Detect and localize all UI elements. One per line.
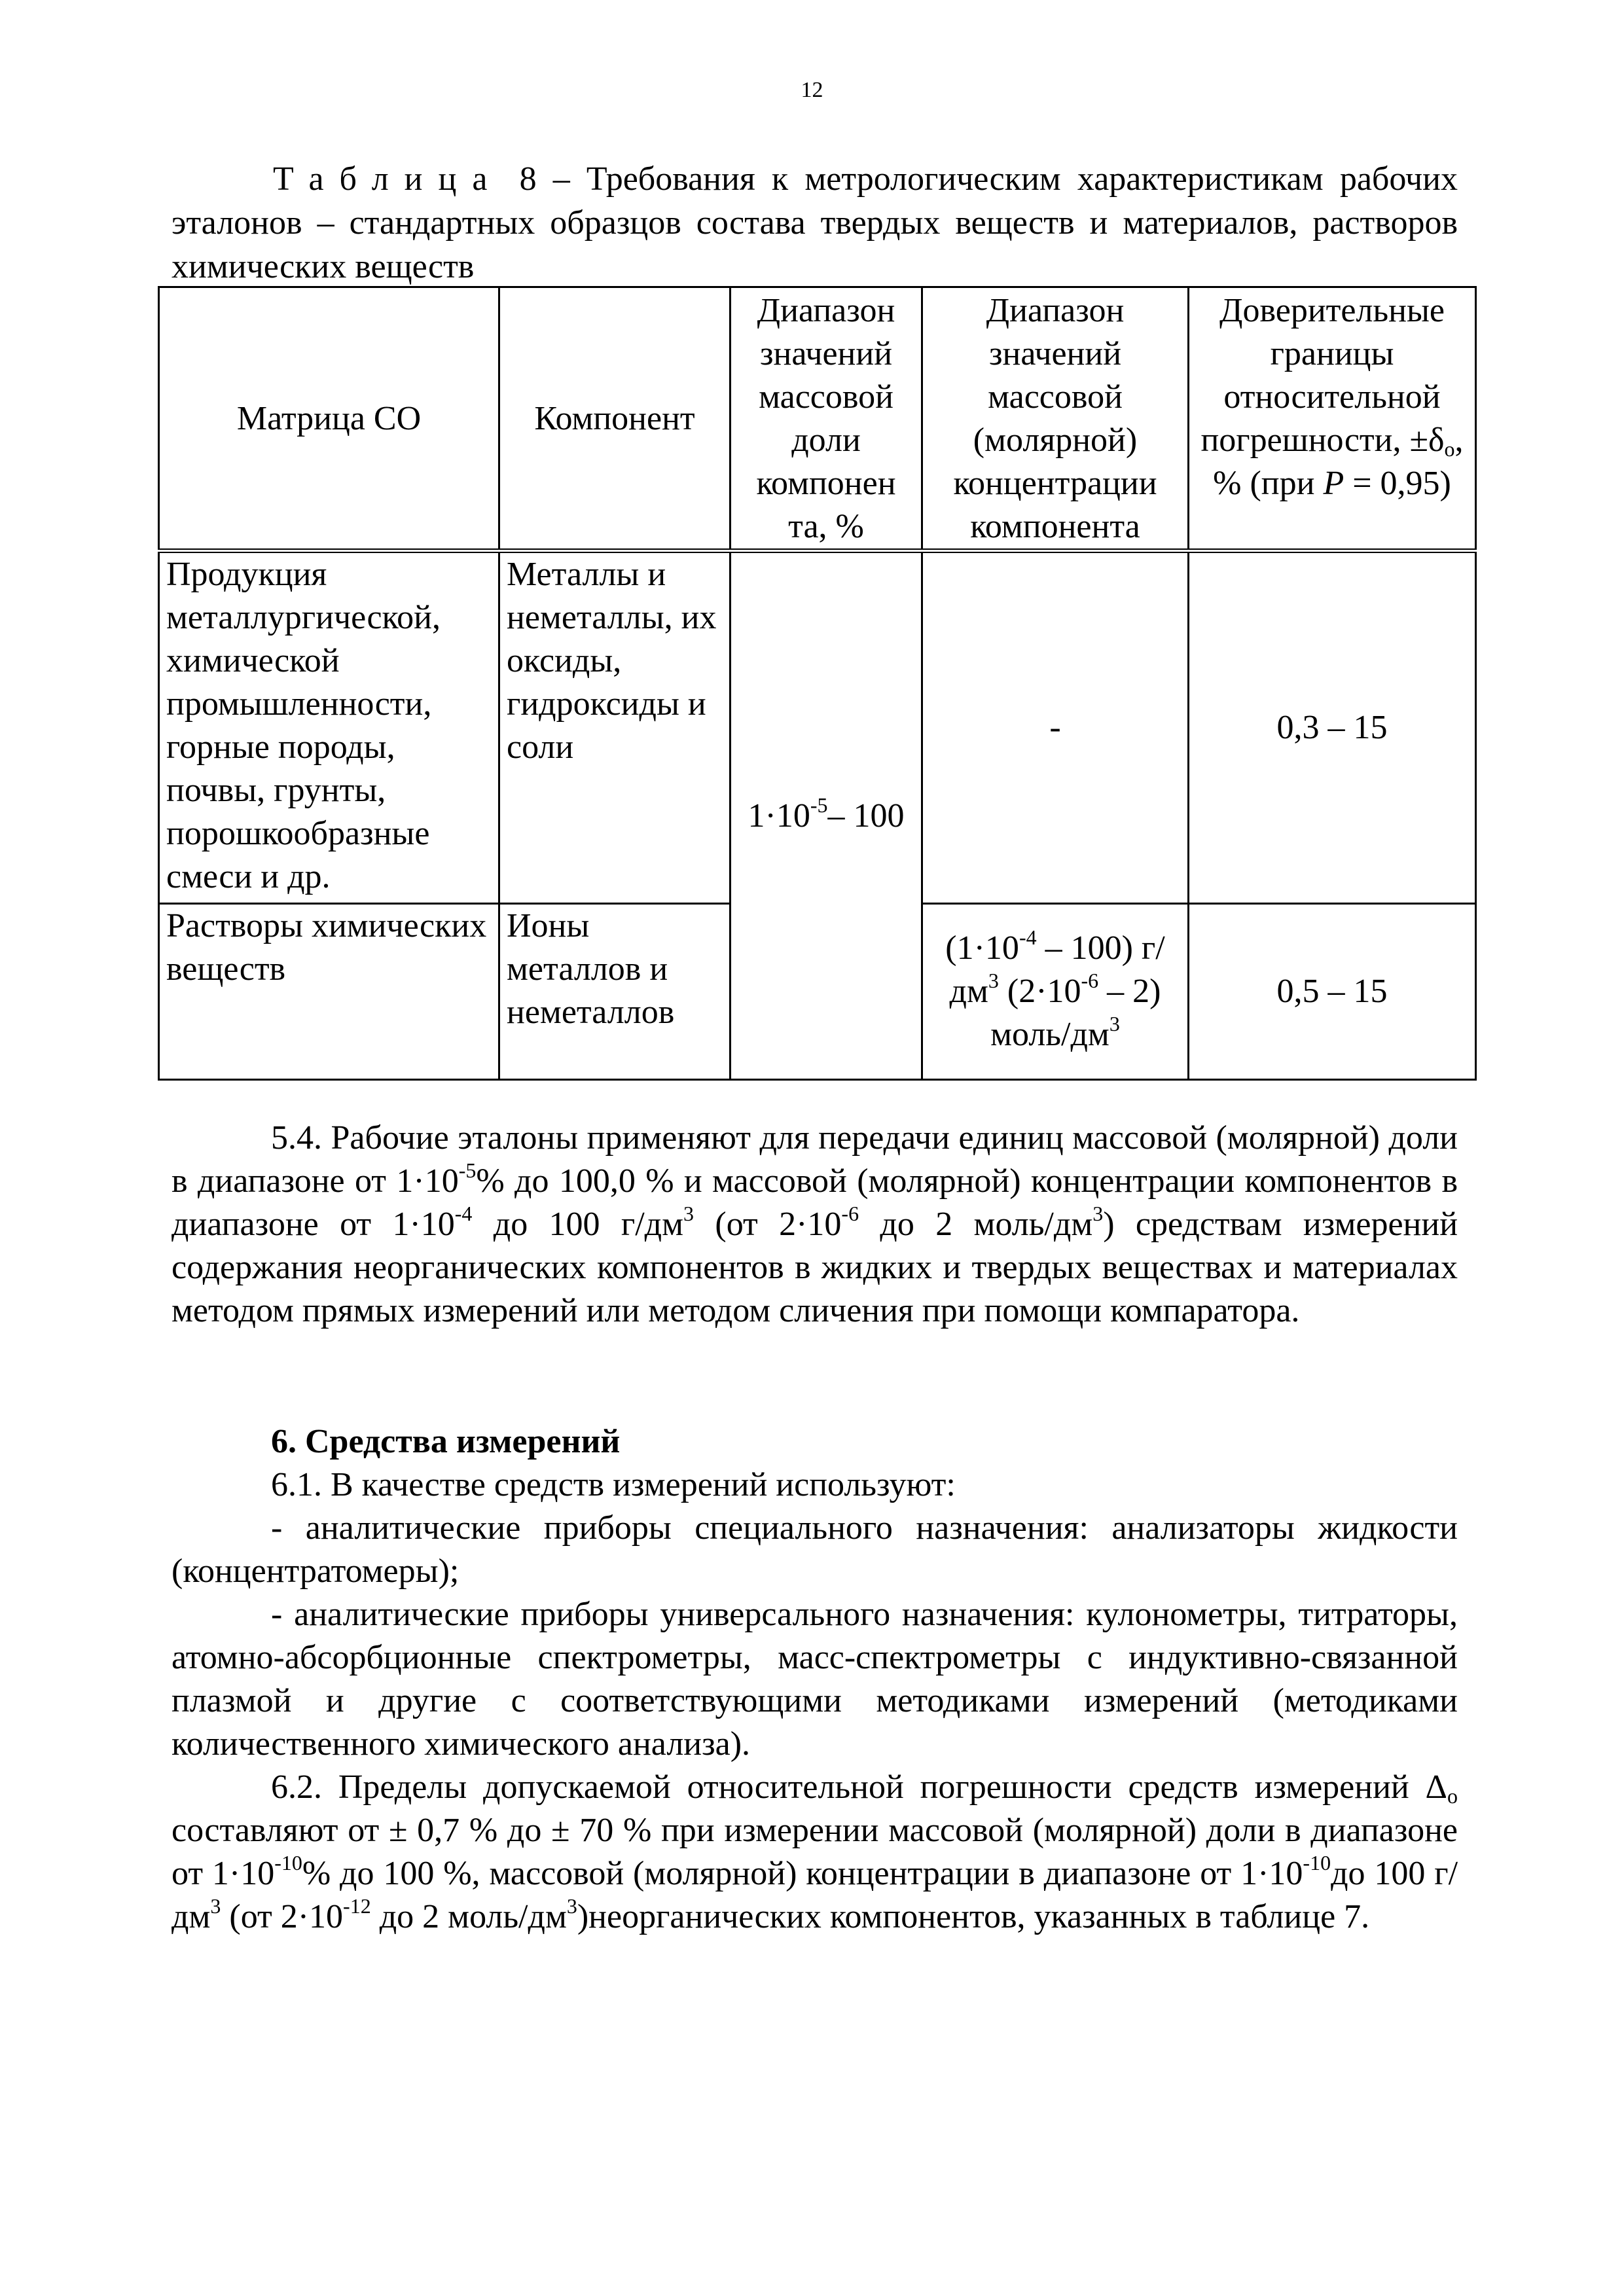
cell-concentration: $(1\cdot 10^{-4} - 100)$ $г/дм^3$ $(2\cdot 10^{-6} - 2)$ моль/$дм^3$ bbox=[922, 904, 1189, 1080]
cell-component: Ионы металлов и неметаллов bbox=[499, 904, 731, 1080]
requirements-table bbox=[158, 286, 1477, 1081]
header-concentration: Диапазон значений массовой (молярной) концентрации компонента bbox=[922, 287, 1189, 551]
cell-error: 0,3 – 15 bbox=[1189, 551, 1476, 904]
cell-error: 0,5 – 15 bbox=[1189, 904, 1476, 1080]
list-item: - аналитические приборы универсального назначения: кулонометры, титраторы, атомно-абсорбционные спектрометры, масс-спектрометры с индуктивно-связанной плазмой и другие с соответствующими методиками измерений (методиками количественного химического анализа). bbox=[171, 1596, 1458, 1763]
header-error-bounds: Доверительные границы относительной погрешности, $\pm\delta_o$, % (при P = 0,95) bbox=[1189, 287, 1476, 551]
table-header-row bbox=[159, 287, 1476, 551]
section-6 bbox=[171, 1420, 1458, 1939]
cell-matrix: Растворы химических веществ bbox=[159, 904, 499, 1080]
header-component: Компонент bbox=[499, 287, 731, 551]
section-heading: 6. Средства измерений bbox=[271, 1423, 621, 1460]
list-item: - аналитические приборы специального назначения: анализаторы жидкости (концентратомеры); bbox=[171, 1509, 1458, 1590]
paragraph-5-4: 5.4. Рабочие эталоны применяют для передачи единиц массовой (молярной) доли в диапазоне от $1\cdot 10^{-5}\%$ до 100,0 % и массовой (молярной) концентрации компонентов в диапазоне от $1\cdot 10^{-4}$ до 100 $г/дм^3$ (от $2\cdot 10^{-6}$ до 2 моль/$дм^3$) средствам измерений содержания неорганических компонентов в жидких и твердых веществах и материалах методом прямых измерений или методом сличения при помощи компаратора. bbox=[171, 1119, 1458, 1329]
table-caption bbox=[171, 157, 1458, 289]
cell-concentration: - bbox=[922, 551, 1189, 904]
cell-component: Металлы и неметаллы, их оксиды, гидроксиды и соли bbox=[499, 551, 731, 904]
paragraph-6-2: 6.2. Пределы допускаемой относительной погрешности средств измерений $\Delta_о$ составляют от ± 0,7 % до ± 70 % при измерении массовой (молярной) доли в диапазоне от $1\cdot 10^{-10}\%$ до 100 %, массовой (молярной) концентрации в диапазоне от $1\cdot 10^{-10}до$ 100 $г/дм^3$ (от $2\cdot 10^{-12}$ до 2 моль/$дм^3)неорганических$ компонентов, указанных в таблице 7. bbox=[171, 1768, 1458, 1935]
header-mass-fraction: Диапазон значений массовой доли компонен та, % bbox=[731, 287, 922, 551]
header-matrix: Матрица СО bbox=[159, 287, 499, 551]
table-row bbox=[159, 551, 1476, 904]
caption-word: Таблица bbox=[273, 160, 503, 198]
page-number: 12 bbox=[801, 78, 823, 102]
caption-text: 8 – Требования к метрологическим характеристикам рабочих эталонов – стандартных образцов состава твердых веществ и материалов, растворов химических веществ bbox=[171, 160, 1458, 285]
cell-mass-fraction: $1\cdot 10^{-5}-$ 100 bbox=[731, 551, 922, 1080]
cell-matrix: Продукция металлургической, химической промышленности, горные породы, почвы, грунты, порошкообразные смеси и др. bbox=[159, 551, 499, 904]
paragraph-6-1: 6.1. В качестве средств измерений используют: bbox=[271, 1466, 956, 1503]
